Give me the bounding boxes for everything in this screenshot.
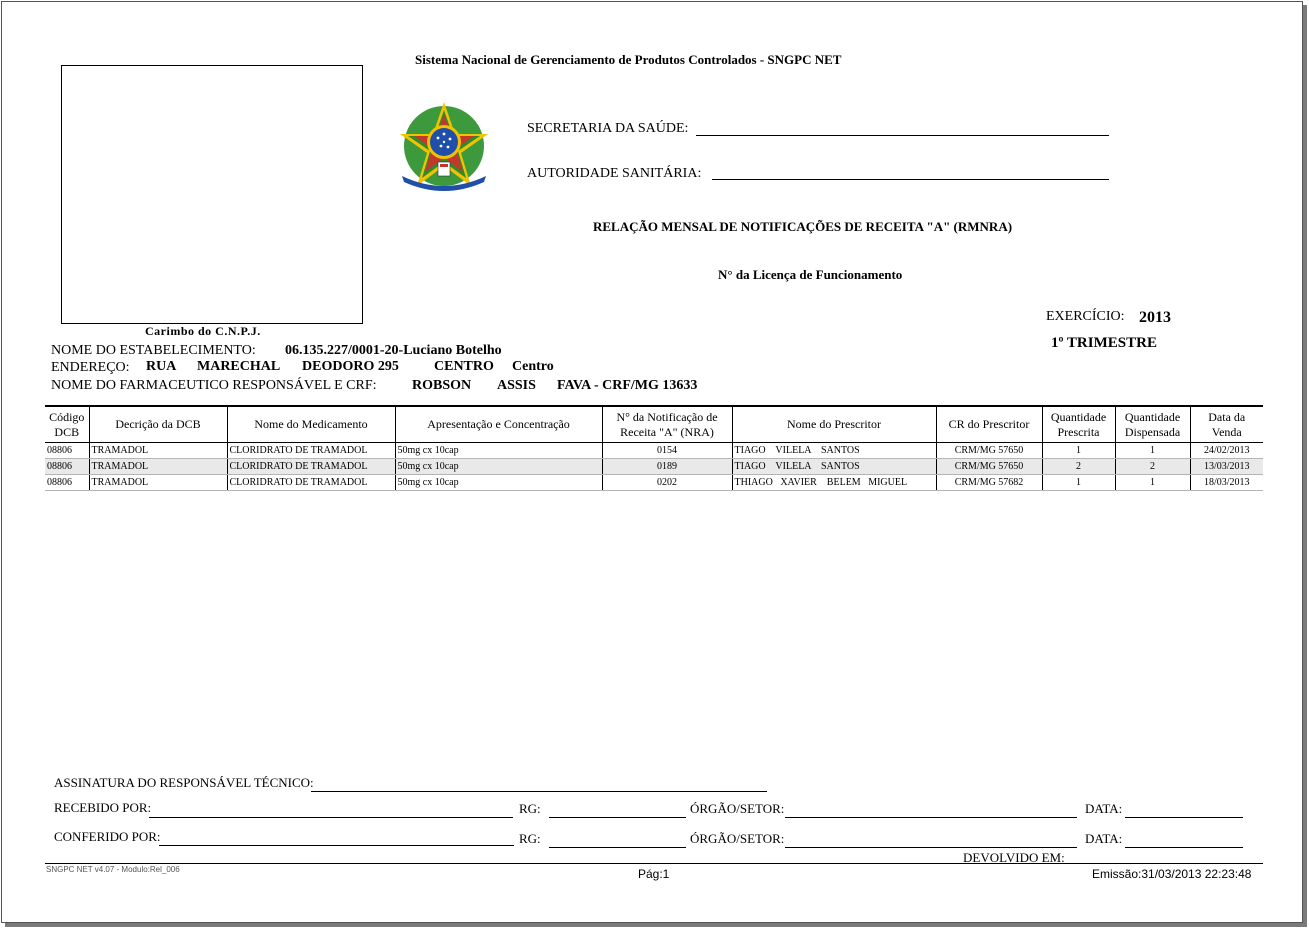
header-data-venda: Data da Venda: [1190, 406, 1263, 443]
assinatura-label: ASSINATURA DO RESPONSÁVEL TÉCNICO:: [54, 775, 314, 790]
cell-qtd-dispensada: 2: [1115, 459, 1190, 475]
conferido-rg-label: RG:: [519, 831, 541, 846]
recebido-orgao-line: [785, 817, 1077, 818]
farmaceutico-middle-name: ASSIS: [497, 378, 536, 393]
conferido-data-line: [1125, 847, 1243, 848]
recebido-rg-line: [549, 817, 686, 818]
carimbo-label: Carimbo do C.N.P.J.: [145, 324, 261, 338]
cell-qtd-prescrita: 1: [1042, 443, 1115, 459]
farmaceutico-last-name-crf: FAVA - CRF/MG 13633: [557, 378, 698, 393]
endereco-marechal: MARECHAL: [197, 359, 281, 374]
footer-emissao: Emissão:31/03/2013 22:23:48: [1092, 867, 1252, 881]
conferido-orgao-line: [785, 847, 1077, 848]
header-descricao-dcb: Decrição da DCB: [89, 406, 227, 443]
nome-estabelecimento-label: NOME DO ESTABELECIMENTO:: [51, 343, 256, 358]
cell-apresentacao: 50mg cx 10cap: [395, 459, 602, 475]
recebido-orgao-label: ÓRGÃO/SETOR:: [690, 801, 785, 816]
header-notificacao: N° da Notificação de Receita "A" (NRA): [602, 406, 732, 443]
recebido-data-label: DATA:: [1085, 801, 1123, 816]
cell-medicamento: CLORIDRATO DE TRAMADOL: [227, 459, 395, 475]
nome-estabelecimento-value: 06.135.227/0001-20-Luciano Botelho: [285, 343, 502, 358]
recebido-data-line: [1125, 817, 1243, 818]
devolvido-label: DEVOLVIDO EM:: [963, 850, 1065, 865]
conferido-label: CONFERIDO POR:: [54, 829, 161, 844]
header-apresentacao: Apresentação e Concentração: [395, 406, 602, 443]
conferido-rg-line: [549, 847, 686, 848]
cell-dcb: TRAMADOL: [89, 443, 227, 459]
header-nome-medicamento: Nome do Medicamento: [227, 406, 395, 443]
secretaria-label: SECRETARIA DA SAÚDE:: [527, 121, 689, 136]
header-qtd-dispensada: Quantidade Dispensada: [1115, 406, 1190, 443]
cell-dcb: TRAMADOL: [89, 475, 227, 491]
cell-notificacao: 0189: [602, 459, 732, 475]
autoridade-label: AUTORIDADE SANITÁRIA:: [527, 166, 702, 181]
cell-cr: CRM/MG 57650: [936, 443, 1042, 459]
footer-page: Pág:1: [638, 867, 670, 881]
farmaceutico-label: NOME DO FARMACEUTICO RESPONSÁVEL E CRF:: [51, 378, 377, 393]
cnpj-stamp-box: [61, 65, 363, 324]
cell-prescritor: THIAGO XAVIER BELEM MIGUEL: [732, 475, 936, 491]
brazil-coat-of-arms-icon: [398, 96, 490, 192]
cell-dcb: TRAMADOL: [89, 459, 227, 475]
exercicio-value: 2013: [1139, 309, 1171, 326]
exercicio-label: EXERCÍCIO:: [1046, 309, 1125, 324]
table-row: [45, 459, 1263, 475]
conferido-orgao-label: ÓRGÃO/SETOR:: [690, 831, 785, 846]
recebido-label: RECEBIDO POR:: [54, 800, 152, 815]
licenca-label: N° da Licença de Funcionamento: [718, 267, 903, 282]
cell-cr: CRM/MG 57682: [936, 475, 1042, 491]
report-title: RELAÇÃO MENSAL DE NOTIFICAÇÕES DE RECEITA "A" (RMNRA): [593, 219, 1013, 234]
cell-codigo: 08806: [45, 443, 89, 459]
conferido-line: [159, 845, 514, 846]
cell-data-venda: 13/03/2013: [1190, 459, 1263, 475]
header-cr-prescritor: CR do Prescritor: [936, 406, 1042, 443]
cell-notificacao: 0202: [602, 475, 732, 491]
table-row: [45, 443, 1263, 459]
header-qtd-prescrita: Quantidade Prescrita: [1042, 406, 1115, 443]
cell-data-venda: 18/03/2013: [1190, 475, 1263, 491]
footer-version: SNGPC NET v4.07 - Modulo:Rel_006: [46, 865, 180, 874]
cell-qtd-dispensada: 1: [1115, 443, 1190, 459]
conferido-data-label: DATA:: [1085, 831, 1123, 846]
assinatura-line: [311, 791, 767, 792]
cell-codigo: 08806: [45, 475, 89, 491]
autoridade-field-line: [712, 179, 1109, 180]
header-codigo-dcb: Código DCB: [45, 406, 89, 443]
secretaria-field-line: [696, 135, 1109, 136]
cell-notificacao: 0154: [602, 443, 732, 459]
cell-codigo: 08806: [45, 459, 89, 475]
table-header-row: [45, 406, 1263, 443]
cell-medicamento: CLORIDRATO DE TRAMADOL: [227, 475, 395, 491]
table-row: [45, 475, 1263, 491]
notifications-table: [45, 405, 1263, 491]
cell-prescritor: TIAGO VILELA SANTOS: [732, 459, 936, 475]
cell-data-venda: 24/02/2013: [1190, 443, 1263, 459]
cell-prescritor: TIAGO VILELA SANTOS: [732, 443, 936, 459]
cell-cr: CRM/MG 57650: [936, 459, 1042, 475]
cell-qtd-dispensada: 1: [1115, 475, 1190, 491]
header-prescritor: Nome do Prescritor: [732, 406, 936, 443]
cell-apresentacao: 50mg cx 10cap: [395, 475, 602, 491]
recebido-line: [149, 817, 513, 818]
endereco-bairro: CENTRO: [434, 359, 494, 374]
endereco-rua: RUA: [146, 359, 177, 374]
farmaceutico-first-name: ROBSON: [412, 378, 472, 393]
trimestre: 1º TRIMESTRE: [1051, 335, 1157, 351]
recebido-rg-label: RG:: [519, 801, 541, 816]
endereco-label: ENDEREÇO:: [51, 360, 130, 375]
cell-medicamento: CLORIDRATO DE TRAMADOL: [227, 443, 395, 459]
footer-rule: [45, 863, 1263, 864]
cell-qtd-prescrita: 2: [1042, 459, 1115, 475]
endereco-deodoro: DEODORO 295: [302, 359, 399, 374]
cell-apresentacao: 50mg cx 10cap: [395, 443, 602, 459]
system-title: Sistema Nacional de Gerenciamento de Produtos Controlados - SNGPC NET: [415, 52, 842, 67]
cell-qtd-prescrita: 1: [1042, 475, 1115, 491]
endereco-cidade: Centro: [512, 359, 554, 374]
